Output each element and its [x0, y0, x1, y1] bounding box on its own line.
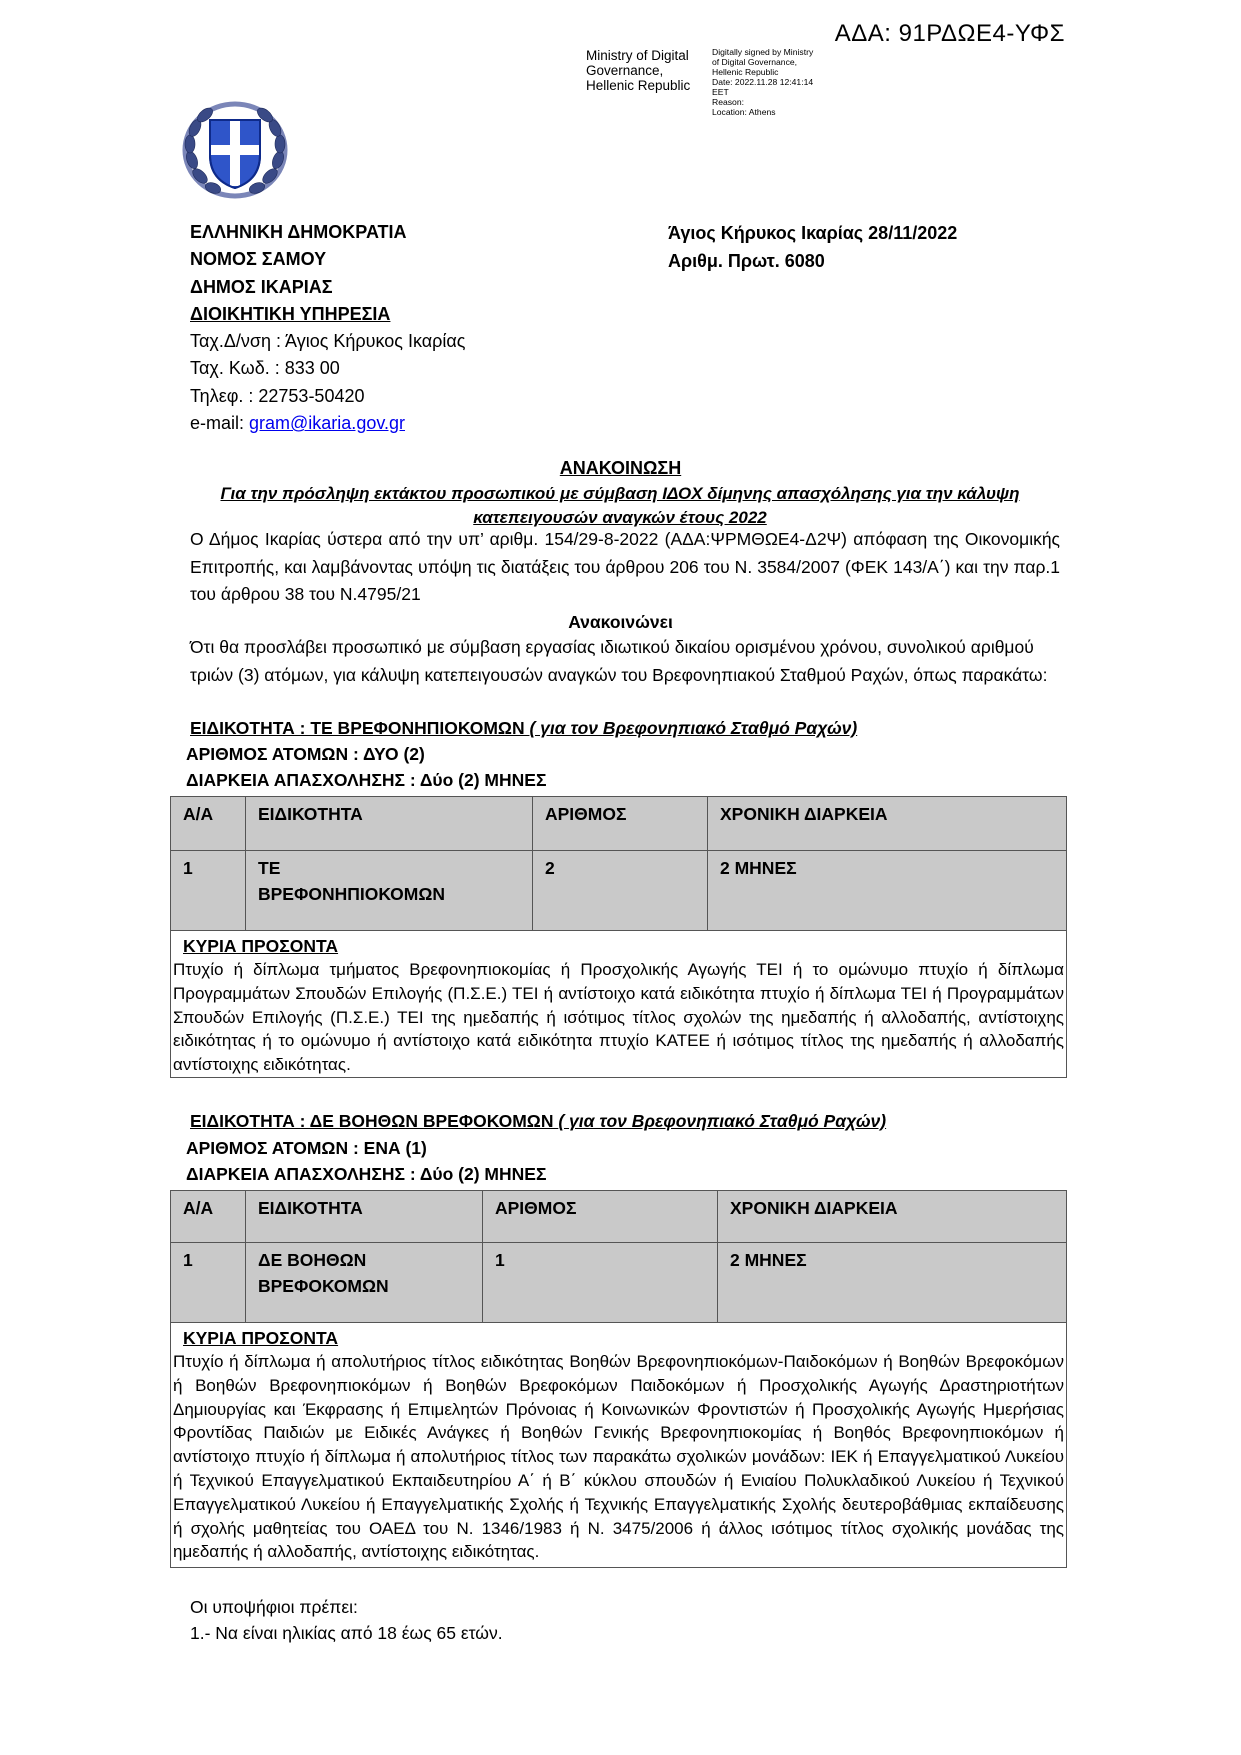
qualifications-title: ΚΥΡΙΑ ΠΡΟΣΟΝΤΑ [183, 936, 339, 956]
municipality-name: ΔΗΜΟΣ ΙΚΑΡΙΑΣ [190, 276, 333, 297]
signature-line: Hellenic Republic [712, 67, 779, 77]
signature-line: Reason: [712, 97, 745, 107]
table-row [171, 851, 1067, 931]
specialty-1-title [190, 718, 857, 739]
specialty-2-duration: ΔΙΑΡΚΕΙΑ ΑΠΑΣΧΟΛΗΣΗΣ : Δύο (2) ΜΗΝΕΣ [186, 1164, 547, 1184]
header-aa: Α/Α [171, 1191, 246, 1243]
header-aa: Α/Α [171, 797, 246, 851]
protocol-number: Αριθμ. Πρωτ. 6080 [668, 251, 825, 271]
announce-paragraph: Ότι θα προσλάβει προσωπικό με σύμβαση εργασίας ιδιωτικού δικαίου ορισμένου χρόνου, συνολικού αριθμού τριών (3) ατόμων, για κάλυψη κατεπειγουσών αναγκών του Βρεφονηπιακού Σταθμού Ραχών, όπως παρακάτω: [190, 637, 1048, 685]
table-header-row [171, 1191, 1067, 1243]
header-duration: ΧΡΟΝΙΚΗ ΔΙΑΡΚΕΙΑ [708, 797, 1067, 851]
signature-details [712, 47, 837, 117]
signature-organization: Ministry of Digital Governance, Hellenic Republic [586, 48, 691, 93]
email-line [190, 410, 465, 437]
cell-duration: 2 ΜΗΝΕΣ [718, 1243, 1067, 1323]
greek-coat-of-arms-icon [180, 100, 290, 200]
requirement-age: 1.- Να είναι ηλικίας από 18 έως 65 ετών. [190, 1623, 503, 1643]
qualifications-title: ΚΥΡΙΑ ΠΡΟΣΟΝΤΑ [183, 1328, 339, 1348]
email-label: e-mail: [190, 413, 250, 434]
postcode-line: Ταχ. Κωδ. : 833 00 [190, 358, 340, 379]
header-duration: ΧΡΟΝΙΚΗ ΔΙΑΡΚΕΙΑ [718, 1191, 1067, 1243]
qualifications-text: Πτυχίο ή δίπλωμα τμήματος Βρεφονηπιοκομίας ή Προσχολικής Αγωγής ΤΕΙ ή το ομώνυμο πτυχίο ή δίπλωμα Προγραμμάτων Σπουδών Επιλογής (Π.Σ.Ε.) ΤΕΙ ή αντίστοιχο κατά ειδικότητα πτυχίο ή δίπλωμα ΤΕΙ ή Προγραμμάτων Σπουδών Επιλογής (Π.Σ.Ε.) ΤΕΙ της ημεδαπής ή ισότιμος τίτλος σχολών της ημεδαπής ή αλλοδαπής, αντίστοιχης ειδικότητας ή το ομώνυμο ή αντίστοιχο κατά ειδικότητα πτυχίο ΚΑΤΕΕ ή ισότιμος τίτλος της ημεδαπής ή αλλοδαπής αντίστοιχης ειδικότητας. [173, 960, 1064, 1075]
signature-line: Digitally signed by Ministry [712, 47, 814, 57]
prefecture-name: ΝΟΜΟΣ ΣΑΜΟΥ [190, 249, 327, 270]
ada-code: ΑΔΑ: 91ΡΔΩΕ4-ΥΦΣ [834, 20, 1065, 47]
cell-aa: 1 [171, 851, 246, 931]
cell-specialty [246, 1243, 483, 1323]
signature-line: of Digital Governance, [712, 57, 798, 67]
table-row [171, 1243, 1067, 1323]
cell-specialty [246, 851, 533, 931]
intro-paragraph: Ο Δήμος Ικαρίας ύστερα από την υπ’ αριθμ. 154/29-8-2022 (ΑΔΑ:ΨΡΜΘΩΕ4-Δ2Ψ) απόφαση της Οικονομικής Επιτροπής, και λαμβάνοντας υπόψη τις διατάξεις του άρθρου 206 του Ν. 3584/2007 (ΦΕΚ 143/Α΄) και την παρ.1 του άρθρου 38 του Ν.4795/21 [190, 529, 1060, 604]
signature-line: EET [712, 87, 729, 97]
table-header-row [171, 797, 1067, 851]
issuer-block [190, 219, 465, 437]
candidates-intro: Οι υποψήφιοι πρέπει: [190, 1597, 358, 1617]
cell-aa: 1 [171, 1243, 246, 1323]
header-number: ΑΡΙΘΜΟΣ [533, 797, 708, 851]
subject-line-2: κατεπειγουσών αναγκών έτους 2022 [473, 508, 767, 527]
header-number: ΑΡΙΘΜΟΣ [483, 1191, 718, 1243]
email-link[interactable]: gram@ikaria.gov.gr [249, 413, 406, 434]
specialty-1-persons: ΑΡΙΘΜΟΣ ΑΤΟΜΩΝ : ΔΥΟ (2) [186, 744, 425, 764]
department-name: ΔΙΟΙΚΗΤΙΚΗ ΥΠΗΡΕΣΙΑ [190, 303, 391, 324]
header-specialty: ΕΙΔΙΚΟΤΗΤΑ [246, 1191, 483, 1243]
specialty-2-title [190, 1111, 886, 1132]
cell-specialty-line: ΒΡΕΦΟΚΟΜΩΝ [258, 1276, 389, 1296]
specialty-2-title-main: ΕΙΔΙΚΟΤΗΤΑ : ΔΕ ΒΟΗΘΩΝ ΒΡΕΦΟΚΟΜΩΝ [190, 1111, 559, 1131]
qualifications-text: Πτυχίο ή δίπλωμα ή απολυτήριος τίτλος ειδικότητας Βοηθών Βρεφονηπιοκόμων-Παιδοκόμων ή Βοηθών Βρεφοκόμων ή Βοηθών Βρεφονηπιοκόμων ή Βοηθών Βρεφοκόμων Παιδοκόμων ή Προσχολικής Αγωγής Δραστηριοτήτων Δημιουργίας και Έκφρασης ή Επιμελητών Πρόνοιας ή Κοινωνικών Φροντιστών ή Προσχολικής Αγωγής Ημερήσιας Φροντίδας Παιδιών με Ειδικές Ανάγκες ή Βοηθών Γενικής Βρεφονηπιοκομίας ή Βοηθός Βρεφονηπιοκόμων ή αντίστοιχο πτυχίο ή δίπλωμα ή απολυτήριος τίτλος των παρακάτω σχολικών μονάδων: ΙΕΚ ή Επαγγελματικού Λυκείου ή Τεχνικού Επαγγελματικού Εκπαιδευτηρίου Α΄ ή Β΄ κύκλου σπουδών ή Ενιαίου Πολυκλαδικού Λυκείου ή Τεχνικού Επαγγελματικού Λυκείου ή Επαγγελματικής Σχολής ή Τεχνικής Επαγγελματικής Σχολής δευτεροβάθμιας εκπαίδευσης ή σχολής μαθητείας του ΟΑΕΔ του Ν. 1346/1983 ή Ν. 3475/2006 ή άλλος ισότιμος τίτλος σχολικής μονάδας της ημεδαπής ή αλλοδαπής, αντίστοιχης ειδικότητας. [173, 1352, 1064, 1562]
specialty-1-duration: ΔΙΑΡΚΕΙΑ ΑΠΑΣΧΟΛΗΣΗΣ : Δύο (2) ΜΗΝΕΣ [186, 770, 547, 790]
specialty-2-table [170, 1190, 1067, 1323]
signature-line: Date: 2022.11.28 12:41:14 [712, 77, 814, 87]
cell-number: 1 [483, 1243, 718, 1323]
specialty-2-title-italic: ( για τον Βρεφονηπιακό Σταθμό Ραχών) [558, 1111, 887, 1131]
specialty-2-qualifications [170, 1322, 1067, 1568]
notice-title: ΑΝΑΚΟΙΝΩΣΗ [559, 458, 682, 478]
subject-line-1: Για την πρόσληψη εκτάκτου προσωπικού με σύμβαση ΙΔΟΧ δίμηνης απασχόλησης για την κάλυψη [220, 484, 1020, 503]
place-date: Άγιος Κήρυκος Ικαρίας 28/11/2022 [668, 223, 958, 243]
cell-specialty-line: ΒΡΕΦΟΝΗΠΙΟΚΟΜΩΝ [258, 884, 446, 904]
specialty-1-qualifications [170, 930, 1067, 1078]
signature-line: Location: Athens [712, 107, 776, 117]
header-specialty: ΕΙΔΙΚΟΤΗΤΑ [246, 797, 533, 851]
phone-line: Τηλεφ. : 22753-50420 [190, 385, 365, 406]
specialty-1-table [170, 796, 1067, 931]
announces-heading: Ανακοινώνει [568, 612, 673, 632]
cell-specialty-line: ΔΕ ΒΟΗΘΩΝ [258, 1250, 367, 1270]
specialty-1-title-italic: ( για τον Βρεφονηπιακό Σταθμό Ραχών) [529, 718, 858, 738]
address-line: Ταχ.Δ/νση : Άγιος Κήρυκος Ικαρίας [190, 331, 466, 352]
country-name: ΕΛΛΗΝΙΚΗ ΔΗΜΟΚΡΑΤΙΑ [190, 222, 407, 242]
cell-specialty-line: ΤΕ [258, 858, 281, 878]
specialty-2-persons: ΑΡΙΘΜΟΣ ΑΤΟΜΩΝ : ΕΝΑ (1) [186, 1138, 427, 1158]
cell-duration: 2 ΜΗΝΕΣ [708, 851, 1067, 931]
date-protocol-block [668, 219, 957, 275]
cell-number: 2 [533, 851, 708, 931]
specialty-1-title-main: ΕΙΔΙΚΟΤΗΤΑ : ΤΕ ΒΡΕΦΟΝΗΠΙΟΚΟΜΩΝ [190, 718, 530, 738]
